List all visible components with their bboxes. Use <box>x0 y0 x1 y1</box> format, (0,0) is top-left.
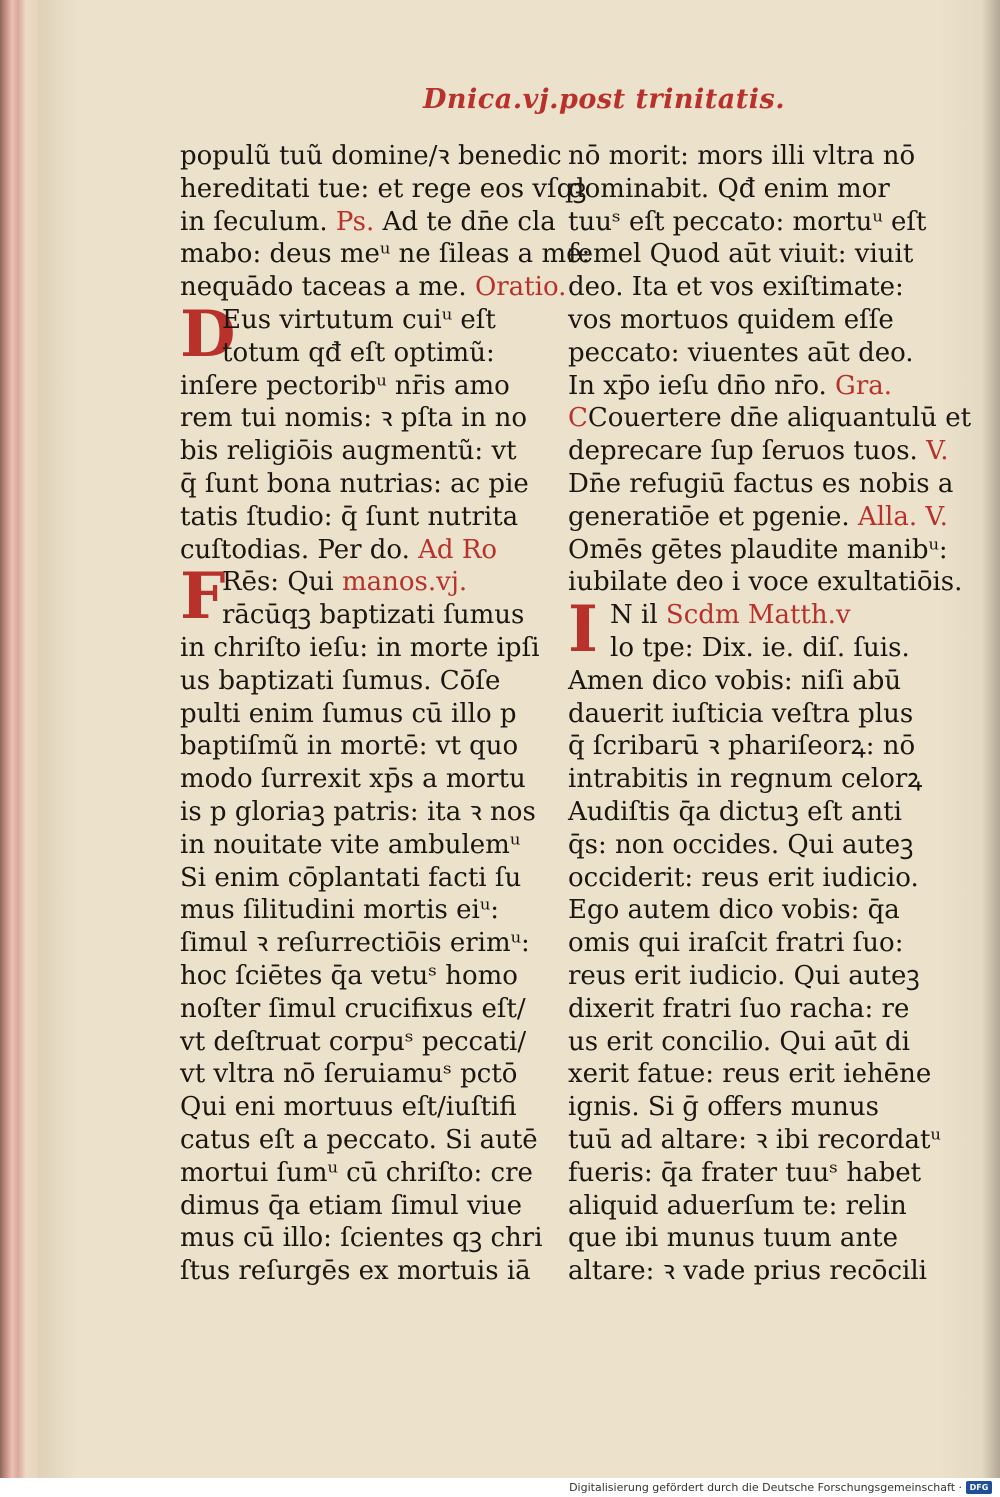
text-line <box>180 960 518 993</box>
line-text: Dn̄e refugiū factus es nobis a <box>568 468 954 499</box>
text-line <box>568 1190 907 1223</box>
line-text: Audiſtis q̄a dictuꝫ eſt anti <box>568 796 902 827</box>
line-text: ſtus reſurgēs ex mortuis iā <box>180 1256 531 1287</box>
line-text: populũ tuũ domine/ꝛ benedic <box>180 141 562 171</box>
text-line <box>180 1190 522 1223</box>
text-line <box>180 730 519 763</box>
line-text: lo tpe: Dix. ie. diſ. ſuis. <box>610 632 910 663</box>
line-text: que ibi munus tuum ante <box>568 1223 899 1254</box>
line-text: omis qui iraſcit fratri ſuo: <box>568 928 904 959</box>
text-line <box>568 206 927 239</box>
line-text: mabo: deus meᵘ ne ſileas a me: <box>180 239 591 270</box>
rubricated-initial: I <box>568 592 598 668</box>
rubric-text: C <box>568 403 588 434</box>
text-line <box>180 1091 517 1124</box>
line-text: cuſtodias. Per do. <box>180 534 419 565</box>
rubric-text: Gra. <box>835 370 893 401</box>
text-line <box>180 862 522 895</box>
line-text: nequādo taceas a me. <box>180 272 475 303</box>
text-line <box>568 796 902 829</box>
text-line <box>568 1124 941 1157</box>
text-line <box>180 599 525 632</box>
line-text: Amen dico vobis: niſi abū <box>568 665 902 696</box>
line-text: baptiſmũ in mortē: vt quo <box>180 731 519 762</box>
line-text: modo ſurrexit xp̄s a mortu <box>180 764 526 795</box>
line-text: Couertere dn̄e aliquantulū et <box>587 403 972 434</box>
dfg-logo: DFG <box>966 1481 992 1494</box>
text-line <box>180 894 508 927</box>
text-line <box>568 1091 902 1124</box>
text-line <box>180 468 529 501</box>
line-text: fueris: q̄a frater tuuˢ habet <box>568 1157 922 1188</box>
line-text: ignis. Si ḡ offers munus <box>568 1092 879 1123</box>
text-line <box>568 829 914 862</box>
text-line <box>180 435 517 468</box>
line-text: pulti enim ſumus cū illo p <box>180 698 517 729</box>
text-line <box>568 173 902 206</box>
line-text: inſere pectoribᵘ nr̄is amo <box>180 370 510 401</box>
text-line <box>180 796 536 829</box>
line-text: ſimul ꝛ reſurrectiōis erimᵘ: <box>180 928 530 959</box>
line-text: dauerit iuſticia veſtra plus <box>568 698 914 729</box>
running-heading: Dnica.vj.post trinitatis. <box>423 84 786 115</box>
line-text: Ad te dn̄e cla <box>374 206 556 237</box>
line-text: dominabit. Qđ enim mor <box>568 173 890 204</box>
line-text: is p gloriaꝫ patris: ita ꝛ nos <box>180 796 536 827</box>
line-text: deprecare ſup ſeruos tuos. <box>568 436 927 467</box>
digitization-footer <box>0 1478 1000 1497</box>
line-text: us baptizati ſumus. Cōſe <box>180 665 501 696</box>
right-text-column <box>568 140 972 1288</box>
line-text: Si enim cōplantati facti ſu <box>180 862 522 893</box>
line-text: dixerit fratri ſuo racha: re <box>568 993 910 1024</box>
line-text: noſter ſimul crucifixus eſt/ <box>180 993 526 1024</box>
text-line <box>180 238 591 271</box>
text-line <box>568 665 902 698</box>
text-line <box>180 665 508 698</box>
text-line <box>180 402 528 435</box>
text-line <box>180 370 508 403</box>
line-text: Qui eni mortuus eſt/iuſtifi <box>180 1092 517 1123</box>
text-line <box>568 1026 910 1059</box>
text-line <box>568 468 954 501</box>
text-line <box>568 960 920 993</box>
text-line <box>568 337 914 370</box>
text-line <box>180 206 556 239</box>
text-line <box>568 534 948 567</box>
text-line <box>568 632 910 665</box>
text-line <box>568 730 916 763</box>
text-line <box>568 1157 922 1190</box>
line-text: q̄ ſcribarū ꝛ phariſeorꝝ: nō <box>568 731 916 762</box>
text-line <box>568 698 914 731</box>
line-text: vt deſtruat corpuˢ peccati/ <box>180 1026 527 1057</box>
text-line <box>180 1222 543 1255</box>
text-line <box>568 993 910 1026</box>
left-text-column <box>180 140 591 1288</box>
text-line <box>568 1255 927 1288</box>
line-text: reus erit iudicio. Qui auteꝫ <box>568 960 920 991</box>
line-text: vos mortuos quidem eſſe <box>568 304 894 335</box>
text-line <box>568 1222 902 1255</box>
text-line <box>180 1124 538 1157</box>
text-line <box>568 435 949 468</box>
text-line <box>180 763 526 796</box>
line-text: hereditati tue: et rege eos vſqꝫ <box>180 173 587 204</box>
line-text: mus cū illo: ſcientes qꝫ chri <box>180 1223 543 1254</box>
rubric-text: V. <box>926 436 949 467</box>
text-line <box>180 534 508 567</box>
line-text: rem tui nomis: ꝛ pſta in no <box>180 403 528 434</box>
text-line <box>180 698 517 731</box>
text-line <box>180 829 521 862</box>
line-text: bis religiōis augmentũ: vt <box>180 436 517 467</box>
line-text: in chriſto ieſu: in morte ipſi <box>180 632 540 663</box>
text-line <box>180 337 508 370</box>
text-line <box>568 304 902 337</box>
text-line <box>180 993 526 1026</box>
line-text: dimus q̄a etiam ſimul viue <box>180 1190 522 1221</box>
line-text: q̄s: non occides. Qui auteꝫ <box>568 829 914 860</box>
line-text: catus eſt a peccato. Si autē <box>180 1124 538 1155</box>
text-line <box>568 238 914 271</box>
text-line <box>568 894 902 927</box>
line-text: nō morit: mors illi vltra nō <box>568 141 916 171</box>
text-line <box>180 1255 531 1288</box>
line-text: xerit fatue: reus erit iehēne <box>568 1059 932 1090</box>
line-text: iubilate deo i voce exultatiōis. <box>568 567 963 598</box>
text-line <box>568 140 916 173</box>
book-page-edges <box>0 0 38 1478</box>
line-text: tatis ſtudio: q̄ ſunt nutrita <box>180 501 519 532</box>
line-text: generatiōe et pgenie. <box>568 501 858 532</box>
text-line <box>180 140 562 173</box>
text-line <box>568 271 902 304</box>
text-line <box>568 927 902 960</box>
line-text: altare: ꝛ vade prius recōcili <box>568 1256 927 1287</box>
text-line <box>568 370 902 403</box>
rubric-text: Alla. V. <box>857 501 948 532</box>
text-line <box>180 1058 518 1091</box>
text-line <box>180 173 587 206</box>
line-text: tuuˢ eſt peccato: mortuᵘ eſt <box>568 206 927 237</box>
line-text: aliquid aduerſum te: relin <box>568 1190 907 1221</box>
text-line <box>568 763 923 796</box>
line-text: occiderit: reus erit iudicio. <box>568 862 919 893</box>
rubric-text: manos.vj. <box>333 567 468 598</box>
line-text: Ego autem dico vobis: q̄a <box>568 895 900 926</box>
line-text: N il <box>610 600 658 631</box>
line-text: Eus virtutum cuiᵘ eſt <box>222 304 496 335</box>
line-text: tuū ad altare: ꝛ ibi recordatᵘ <box>568 1124 941 1155</box>
line-text: totum qđ eſt optimũ: <box>222 337 495 368</box>
line-text: in nouitate vite ambulemᵘ <box>180 829 521 860</box>
text-line <box>568 501 948 534</box>
line-text: vt vltra nō ſeruiamuˢ pctō <box>180 1059 518 1090</box>
line-text: rācūqꝫ baptizati ſumus <box>222 600 525 631</box>
line-text: intrabitis in regnum celorꝝ <box>568 764 923 795</box>
line-text: us erit concilio. Qui aūt di <box>568 1026 910 1057</box>
line-text: deo. Ita et vos exiſtimate: <box>568 272 904 303</box>
text-line <box>180 632 540 665</box>
text-line <box>568 1058 932 1091</box>
line-text: Rēs: Qui <box>222 567 334 598</box>
line-text: mus ſilitudini mortis eiᵘ: <box>180 895 499 926</box>
line-text: q̄ ſunt bona nutrias: ac pie <box>180 468 529 499</box>
line-text: ſemel Quod aūt viuit: viuit <box>568 239 914 270</box>
text-line <box>180 271 567 304</box>
rubricated-initial: F <box>180 559 226 635</box>
line-text: Omēs gētes plaudite manibᵘ: <box>568 534 948 565</box>
text-line <box>568 862 919 895</box>
line-text: peccato: viuentes aūt deo. <box>568 337 914 368</box>
text-line <box>568 402 972 435</box>
line-text: hoc ſciētes q̄a vetuˢ homo <box>180 960 518 991</box>
line-text: In xp̄o ieſu dn̄o nr̄o. <box>568 370 836 401</box>
text-line <box>180 927 530 960</box>
text-line <box>180 1026 527 1059</box>
gutter-shadow <box>982 0 1000 1478</box>
text-line <box>180 501 519 534</box>
text-line <box>180 1157 533 1190</box>
rubricated-initial: D <box>180 296 236 372</box>
line-text: mortui ſumᵘ cū chriſto: cre <box>180 1157 533 1188</box>
rubric-text: Ps. <box>335 206 375 237</box>
rubric-text: Oratio. <box>474 272 567 303</box>
funding-credit: Digitalisierung gefördert durch die Deutsche Forschungsgemeinschaft · <box>569 1481 962 1494</box>
text-line <box>568 566 963 599</box>
line-text: in ſeculum. <box>180 206 336 237</box>
rubric-text: Ad Ro <box>418 534 498 565</box>
rubric-text: Scdm Matth.v <box>657 600 851 631</box>
